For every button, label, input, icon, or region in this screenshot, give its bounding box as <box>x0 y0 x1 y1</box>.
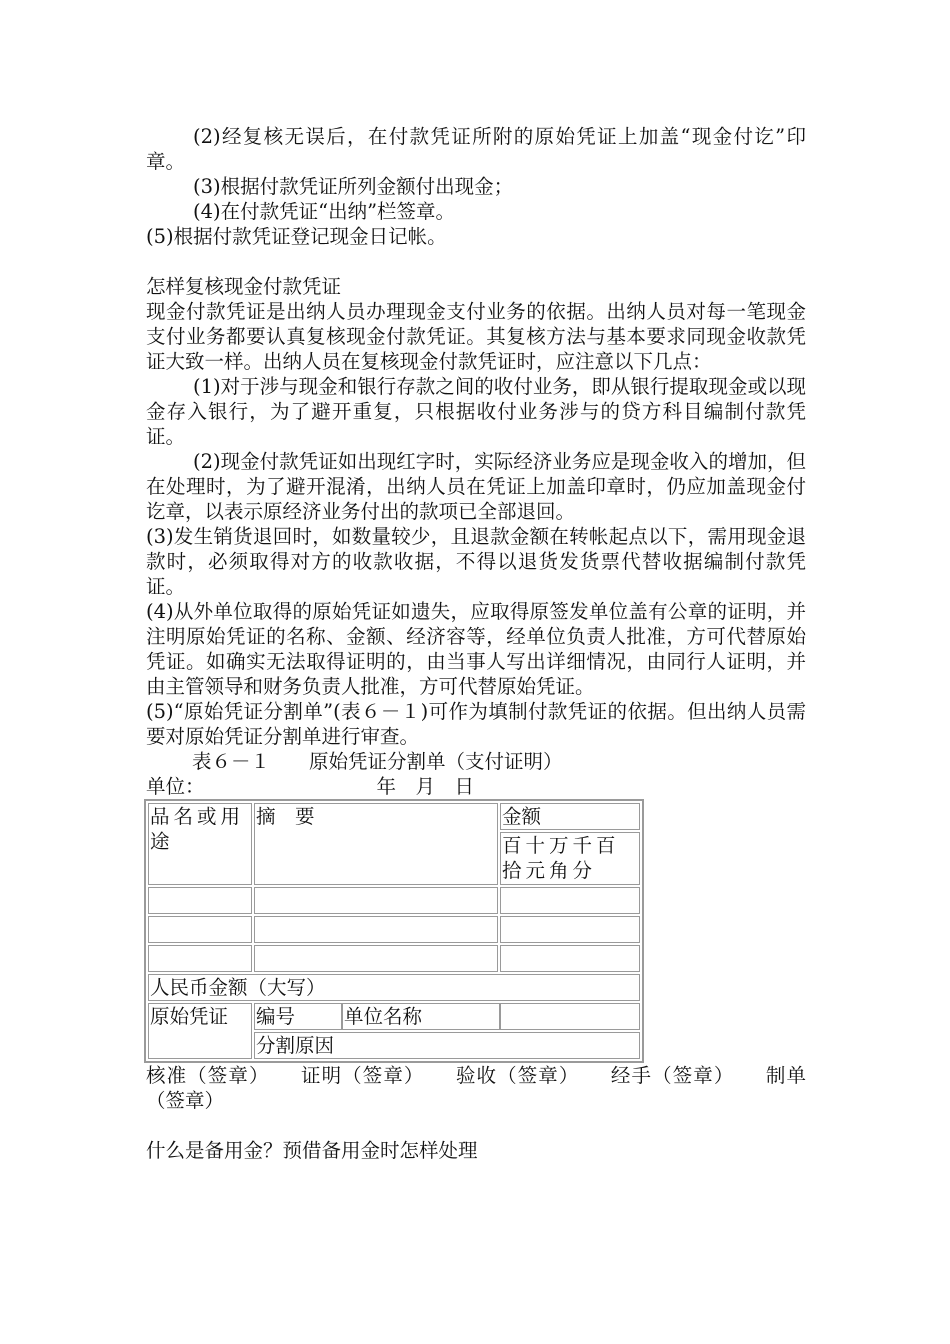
step-5: (5)根据付款凭证登记现金日记帐。 <box>146 225 447 248</box>
point-3: (3)发生销货退回时，如数量较少，且退款金额在转帐起点以下，需用现金退款时，必须取得对方的收款收据，不得以退货发货票代替收据编制付款凭证。 <box>146 525 806 598</box>
date-label: 年 月 日 <box>376 775 474 798</box>
header-summary: 摘 要 <box>254 803 498 885</box>
table-caption <box>146 749 806 774</box>
split-voucher-table <box>144 799 644 1063</box>
split-reason-label: 分割原因 <box>254 1032 640 1059</box>
table-title: 原始凭证分割单（支付证明） <box>309 750 563 773</box>
section-intro: 现金付款凭证是出纳人员办理现金支付业务的依据。出纳人员对每一笔现金支付业务都要认真复核现金付款凭证。其复核方法与基本要求同现金收款凭证大致一样。出纳人员在复核现金付款凭证时，应注意以下几点： <box>146 300 806 373</box>
section-title: 怎样复核现金付款凭证 <box>146 275 342 298</box>
step-4: (4)在付款凭证“出纳”栏签章。 <box>193 200 456 223</box>
table-row <box>148 945 640 972</box>
point-1: (1)对于涉与现金和银行存款之间的收付业务，即从银行提取现金或以现金存入银行，为了避开重复，只根据收付业务涉与的贷方科目编制付款凭证。 <box>146 375 806 448</box>
table-row <box>148 916 640 943</box>
document-page <box>146 124 806 1163</box>
point-5: (5)“原始凭证分割单”(表６－１)可作为填制付款凭证的依据。但出纳人员需要对原始凭证分割单进行审查。 <box>146 700 806 748</box>
rmb-amount-row: 人民币金额（大写） <box>148 974 640 1001</box>
original-voucher-label: 原始凭证 <box>148 1003 252 1059</box>
next-section-title: 什么是备用金？预借备用金时怎样处理 <box>146 1139 478 1162</box>
unit-name-value <box>500 1003 640 1030</box>
number-label: 编号 <box>254 1003 342 1030</box>
header-amount: 金额 <box>500 803 640 830</box>
unit-name-label: 单位名称 <box>342 1003 500 1030</box>
unit-label: 单位： <box>146 775 195 798</box>
signature-line: 核准（签章） 证明（签章） 验收（签章） 经手（签章） 制单（签章） <box>146 1064 806 1112</box>
unit-date-line <box>146 774 806 799</box>
step-3: (3)根据付款凭证所列金额付出现金； <box>193 175 514 198</box>
table-number: 表６－１ <box>192 750 271 773</box>
table-row <box>148 887 640 914</box>
header-amount-units: 百十万千百拾元角分 <box>500 832 640 885</box>
step-2: (2)经复核无误后，在付款凭证所附的原始凭证上加盖“现金付讫”印章。 <box>146 125 806 173</box>
point-2: (2)现金付款凭证如出现红字时，实际经济业务应是现金收入的增加，但在处理时，为了避开混淆，出纳人员在凭证上加盖印章时，仍应加盖现金付讫章，以表示原经济业务付出的款项已全部退回。 <box>146 450 806 523</box>
point-4: (4)从外单位取得的原始凭证如遗失，应取得原签发单位盖有公章的证明，并注明原始凭证的名称、金额、经济容等，经单位负责人批准，方可代替原始凭证。如确实无法取得证明的，由当事人写出详细情况，由同行人证明，并由主管领导和财务负责人批准，方可代替原始凭证。 <box>146 600 806 698</box>
header-item: 品名或用途 <box>148 803 252 885</box>
